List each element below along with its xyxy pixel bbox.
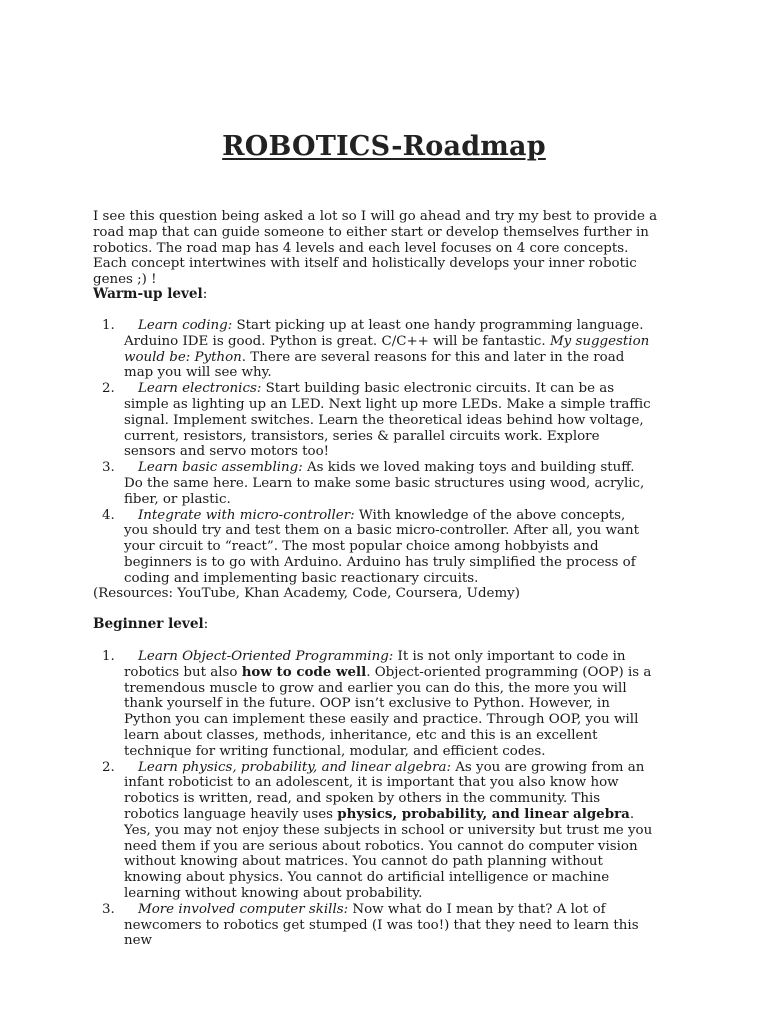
list-item	[93, 760, 653, 902]
beginner-list	[93, 649, 653, 949]
item-lead: More involved computer skills:	[138, 901, 349, 917]
item-text: Start building basic electronic circuits. It can be as simple as lighting up an LED. Next light up more LEDs. Make a simple traffic signal. Implement switches. Learn the theoretical ideas behind how voltage, current, resistors, transistors, series & parallel circuits work. Explore sensors and servo motors too!	[124, 381, 651, 460]
beginner-heading-text: Beginner level	[93, 616, 204, 632]
item-text: Now what do I mean by that? A lot of newcomers to robotics get stumped (I was too!) that they need to learn this new	[124, 901, 639, 949]
item-number: 3.	[102, 460, 115, 476]
item-lead: Learn coding:	[138, 318, 233, 333]
item-text: . Yes, you may not enjoy these subjects in school or university but trust me you need them if you are serious about robotics. You cannot do computer vision without knowing about matrices. You cannot do path planning without knowing about physics. You cannot do artificial intelligence or machine learning without knowing about probability.	[124, 806, 653, 901]
beginner-heading	[93, 617, 208, 633]
item-text: As you are growing from an infant roboticist to an adolescent, it is important that you also know how robotics is written, read, and spoken by others in the community. This robotics language heavily uses	[124, 759, 645, 822]
list-item	[93, 460, 653, 507]
list-item	[93, 381, 653, 460]
list-item	[93, 902, 653, 949]
item-lead: Learn physics, probability, and linear algebra:	[138, 759, 451, 775]
item-text: Start picking up at least one handy programming language. Arduino IDE is good. Python is great. C/C++ will be fantastic.	[124, 318, 644, 349]
item-number: 4.	[102, 507, 115, 523]
item-number: 3.	[102, 901, 115, 917]
item-text: With knowledge of the above concepts, you should try and test them on a basic micro-controller. After all, you want your circuit to “react”. The most popular choice among hobbyists and beginners is to go with Arduino. Arduino has truly simplified the process of coding and implementing basic reactionary circuits.	[124, 507, 639, 586]
item-text: It is not only important to code in robotics but also	[124, 649, 626, 680]
warmup-list	[93, 318, 653, 587]
item-number: 1.	[102, 318, 115, 333]
item-number: 1.	[102, 649, 115, 664]
item-bold-text: physics	[337, 805, 393, 822]
item-bold-separator: ,	[392, 805, 402, 822]
warmup-heading	[93, 287, 207, 303]
item-lead: Learn basic assembling:	[138, 460, 303, 476]
list-item	[93, 649, 653, 760]
item-text: . There are several reasons for this and later in the road map you will see why.	[124, 349, 625, 381]
page-title: ROBOTICS-Roadmap	[222, 131, 546, 162]
item-lead: Learn electronics:	[138, 381, 262, 397]
item-bold-text: how to code well	[241, 663, 367, 680]
resources-note: (Resources: YouTube, Khan Academy, Code, Coursera, Udemy)	[93, 586, 520, 601]
list-item	[93, 508, 653, 587]
intro-paragraph	[93, 209, 663, 288]
item-number: 2.	[102, 381, 115, 397]
list-item	[93, 318, 653, 381]
item-italic-text: My suggestion would be: Python	[124, 333, 650, 365]
warmup-heading-text: Warm-up level	[93, 286, 203, 302]
item-text: . Object-oriented programming (OOP) is a tremendous muscle to grow and earlier you can do this, the more you will thank yourself in the future. OOP isn’t exclusive to Python. However, in Python you can implement these easily and practice. Through OOP, you will learn about classes, methods, inheritance, etc and this is an excellent technique for writing functional, modular, and efficient codes.	[124, 664, 652, 759]
intro-text: I see this question being asked a lot so I will go ahead and try my best to provide a road map that can guide someone to either start or develop themselves further in robotics. The road map has 4 levels and each level focuses on 4 core concepts. Each concept intertwines with itself and holistically develops your inner robotic genes ;) !	[93, 209, 658, 288]
item-lead: Integrate with micro-controller:	[138, 507, 355, 523]
item-text: As kids we loved making toys and building stuff. Do the same here. Learn to make some basic structures using wood, acrylic, fiber, or plastic.	[124, 460, 645, 507]
item-bold-text: probability, and linear algebra	[401, 805, 630, 822]
item-lead: Learn Object-Oriented Programming:	[138, 649, 394, 664]
item-number: 2.	[102, 759, 115, 775]
beginner-heading-colon: :	[203, 616, 209, 632]
warmup-heading-colon: :	[202, 286, 208, 302]
